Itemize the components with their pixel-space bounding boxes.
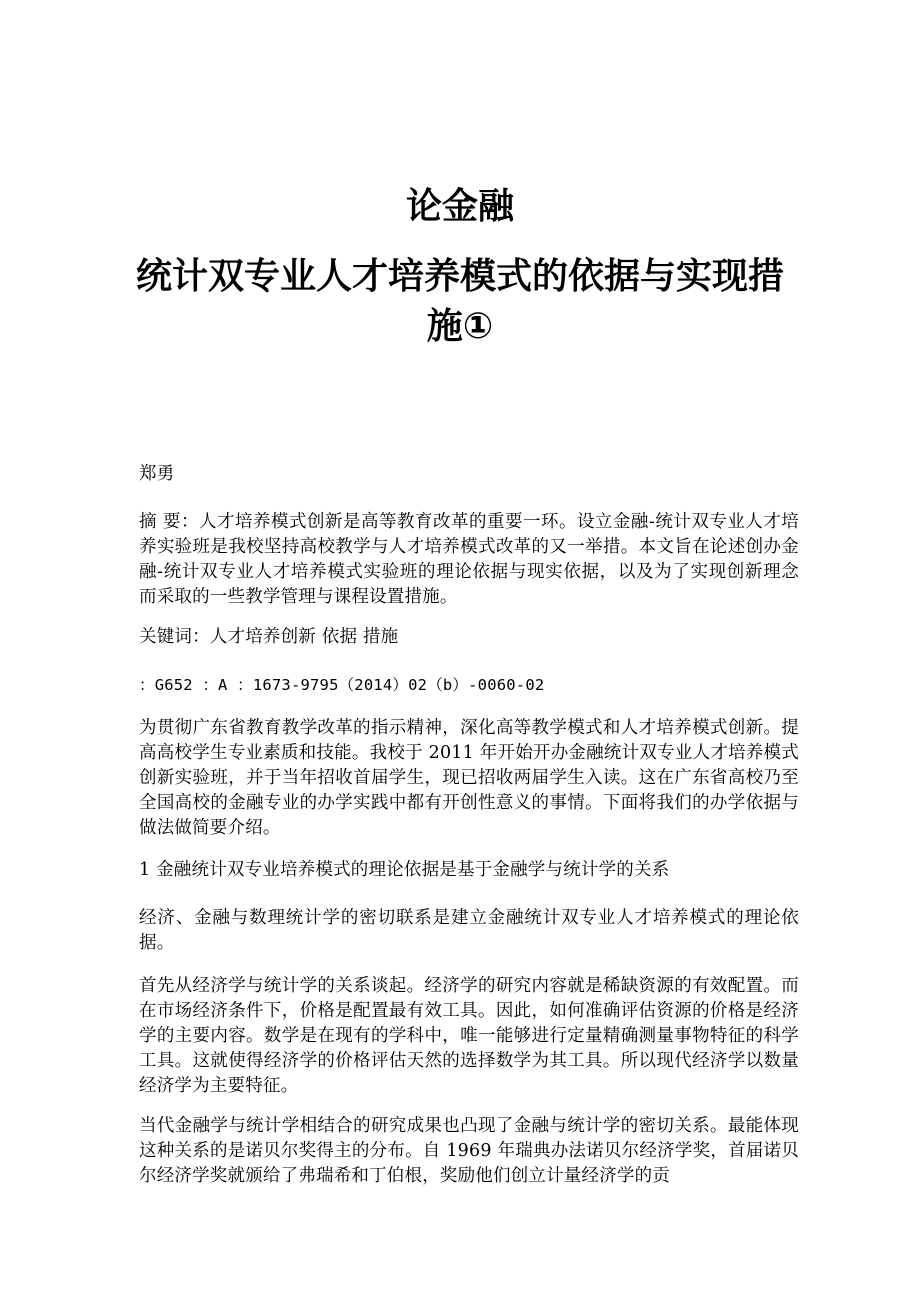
paragraph: 首先从经济学与统计学的关系谈起。经济学的研究内容就是稀缺资源的有效配置。而在市场经济条件下，价格是配置最有效工具。因此，如何准确评估资源的价格是经济学的主要内容。数学是在现有的学科中，唯一能够进行定量精确测量事物特征的科学工具。这就使得经济学的价格评估天然的选择数学为其工具。所以现代经济学以数量经济学为主要特征。 — [139, 976, 799, 1096]
keywords: 关键词：人才培养创新 依据 措施 — [139, 627, 399, 647]
paragraph-intro: 为贯彻广东省教育教学改革的指示精神，深化高等教学模式和人才培养模式创新。提高高校学生专业素质和技能。我校于 2011 年开始开办金融统计双专业人才培养模式创新实验班，并于当年招收首届学生，现已招收两届学生入读。这在广东省高校乃至全国高校的金融专业的办学实践中都有开创性意义的事情。下面将我们的办学依据与做法做简要介绍。 — [139, 718, 799, 838]
classification-codes: ：G652 ：A ：1673-9795（2014）02（b）-0060-02 — [139, 676, 545, 694]
paragraph: 当代金融学与统计学相结合的研究成果也凸现了金融与统计学的密切关系。最能体现这种关系的是诺贝尔奖得主的分布。自 1969 年瑞典办法诺贝尔经济学奖，首届诺贝尔经济学奖就颁给了弗瑞希和丁伯根，奖励他们创立计量经济学的贡 — [139, 1116, 799, 1186]
title-line-2: 统计双专业人才培养模式的依据与实现措施① — [135, 256, 784, 347]
author: 郑勇 — [139, 464, 175, 484]
section-heading-1: 1 金融统计双专业培养模式的理论依据是基于金融学与统计学的关系 — [139, 860, 670, 880]
abstract: 摘 要：人才培养模式创新是高等教育改革的重要一环。设立金融-统计双专业人才培养实验班是我校坚持高校教学与人才培养模式改革的又一举措。本文旨在论述创办金融-统计双专业人才培养模式实验班的理论依据与现实依据，以及为了实现创新理念而采取的一些教学管理与课程设置措施。 — [139, 512, 799, 607]
title-line-1: 论金融 — [405, 186, 514, 227]
paragraph: 经济、金融与数理统计学的密切联系是建立金融统计双专业人才培养模式的理论依据。 — [139, 908, 799, 953]
